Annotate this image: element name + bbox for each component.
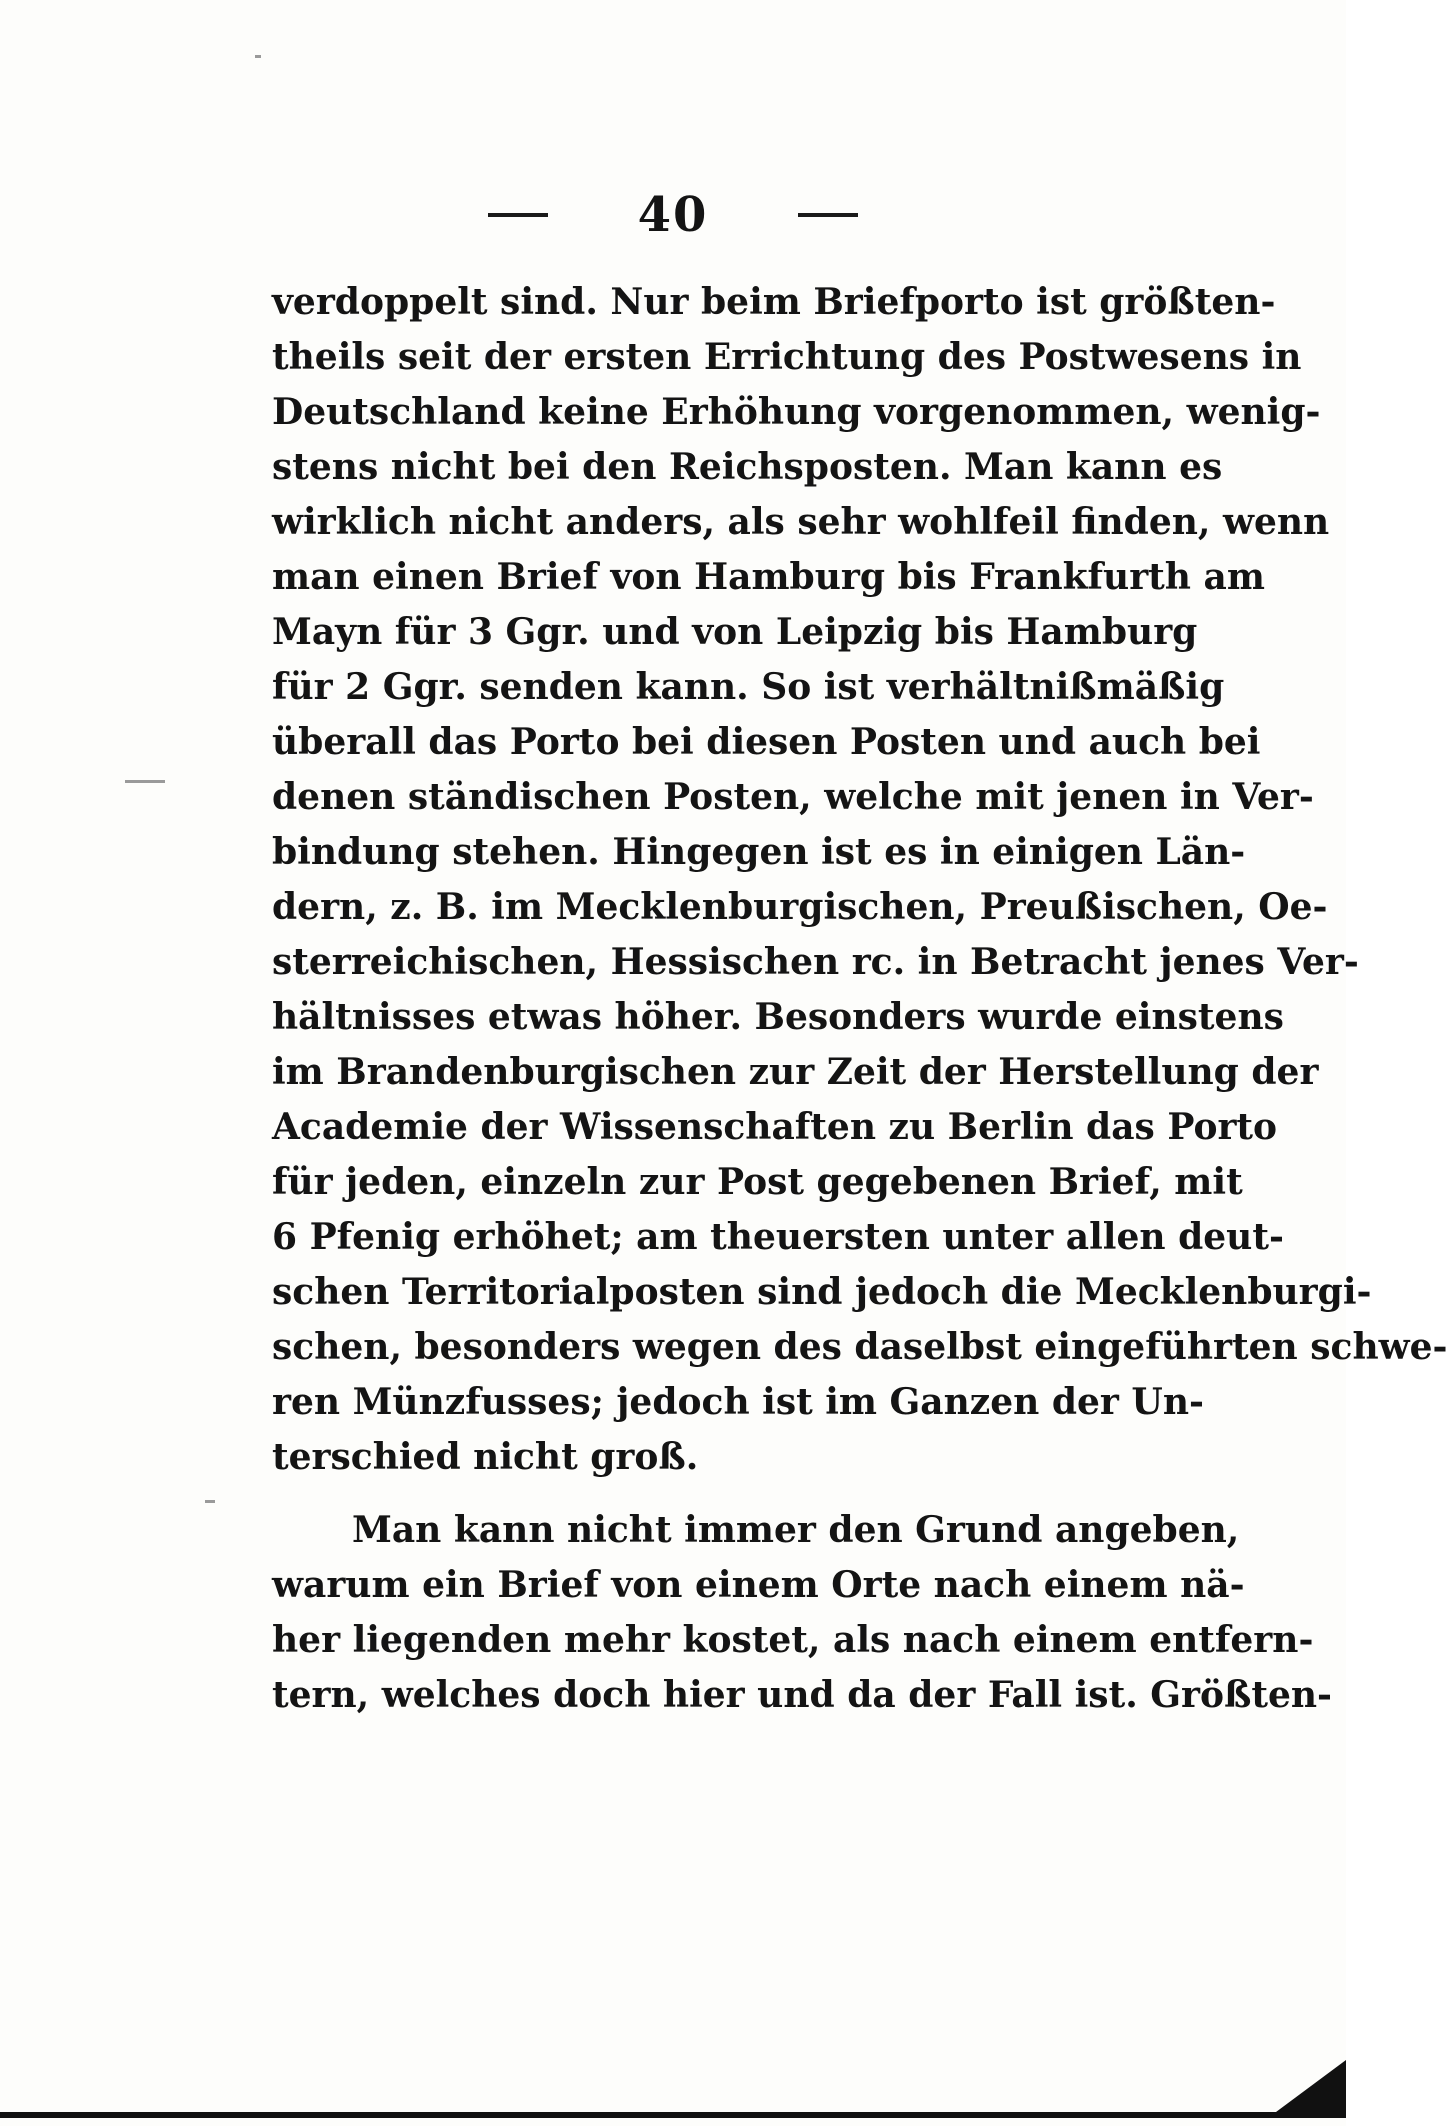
- text-line: schen, besonders wegen des daselbst eingeführten schwe-: [272, 1326, 1447, 1368]
- text-line: wirklich nicht anders, als sehr wohlfeil finden, wenn: [272, 501, 1330, 543]
- text-line: schen Territorialposten sind jedoch die Mecklenburgi-: [272, 1271, 1372, 1313]
- page-number: 40: [637, 187, 709, 243]
- text-line: verdoppelt sind. Nur beim Briefporto ist größten-: [272, 281, 1276, 323]
- text-line: dern, z. B. im Mecklenburgischen, Preußischen, Oe-: [272, 886, 1328, 928]
- right-dash-ornament: [798, 213, 858, 217]
- page-header: [0, 180, 1346, 250]
- scan-speck: [255, 55, 261, 58]
- left-dash-ornament: [488, 213, 548, 217]
- paragraph-2: [272, 1503, 1332, 1723]
- text-line: 6 Pfenig erhöhet; am theuersten unter allen deut-: [272, 1216, 1284, 1258]
- page-edge-bar: [0, 2112, 1346, 2118]
- scan-speck: [125, 780, 165, 783]
- text-line: Man kann nicht immer den Grund angeben,: [352, 1509, 1240, 1551]
- text-line: Academie der Wissenschaften zu Berlin das Porto: [272, 1106, 1278, 1148]
- text-line: theils seit der ersten Errichtung des Postwesens in: [272, 336, 1302, 378]
- paragraph-1: [272, 275, 1447, 1485]
- text-line: stens nicht bei den Reichsposten. Man kann es: [272, 446, 1223, 488]
- text-line: man einen Brief von Hamburg bis Frankfurth am: [272, 556, 1265, 598]
- page-edge-shadow: [1276, 2060, 1346, 2112]
- text-line: tern, welches doch hier und da der Fall ist. Größten-: [272, 1674, 1332, 1716]
- text-line: ren Münzfusses; jedoch ist im Ganzen der Un-: [272, 1381, 1204, 1423]
- text-line: Deutschland keine Erhöhung vorgenommen, wenig-: [272, 391, 1321, 433]
- paragraph-gap: [272, 1485, 1157, 1503]
- text-line: für jeden, einzeln zur Post gegebenen Brief, mit: [272, 1161, 1243, 1203]
- text-line: sterreichischen, Hessischen rc. in Betracht jenes Ver-: [272, 941, 1359, 983]
- text-line: bindung stehen. Hingegen ist es in einigen Län-: [272, 831, 1246, 873]
- text-line: terschied nicht groß.: [272, 1436, 699, 1478]
- text-line: im Brandenburgischen zur Zeit der Herstellung der: [272, 1051, 1319, 1093]
- scan-speck: [205, 1500, 215, 1503]
- text-line: denen ständischen Posten, welche mit jenen in Ver-: [272, 776, 1314, 818]
- text-line: warum ein Brief von einem Orte nach einem nä-: [272, 1564, 1245, 1606]
- body-text: [272, 275, 1447, 1723]
- text-line: hältnisses etwas höher. Besonders wurde einstens: [272, 996, 1284, 1038]
- text-line: überall das Porto bei diesen Posten und auch bei: [272, 721, 1261, 763]
- text-line: Mayn für 3 Ggr. und von Leipzig bis Hamburg: [272, 611, 1198, 653]
- text-line: her liegenden mehr kostet, als nach einem entfern-: [272, 1619, 1314, 1661]
- text-line: für 2 Ggr. senden kann. So ist verhältnißmäßig: [272, 666, 1225, 708]
